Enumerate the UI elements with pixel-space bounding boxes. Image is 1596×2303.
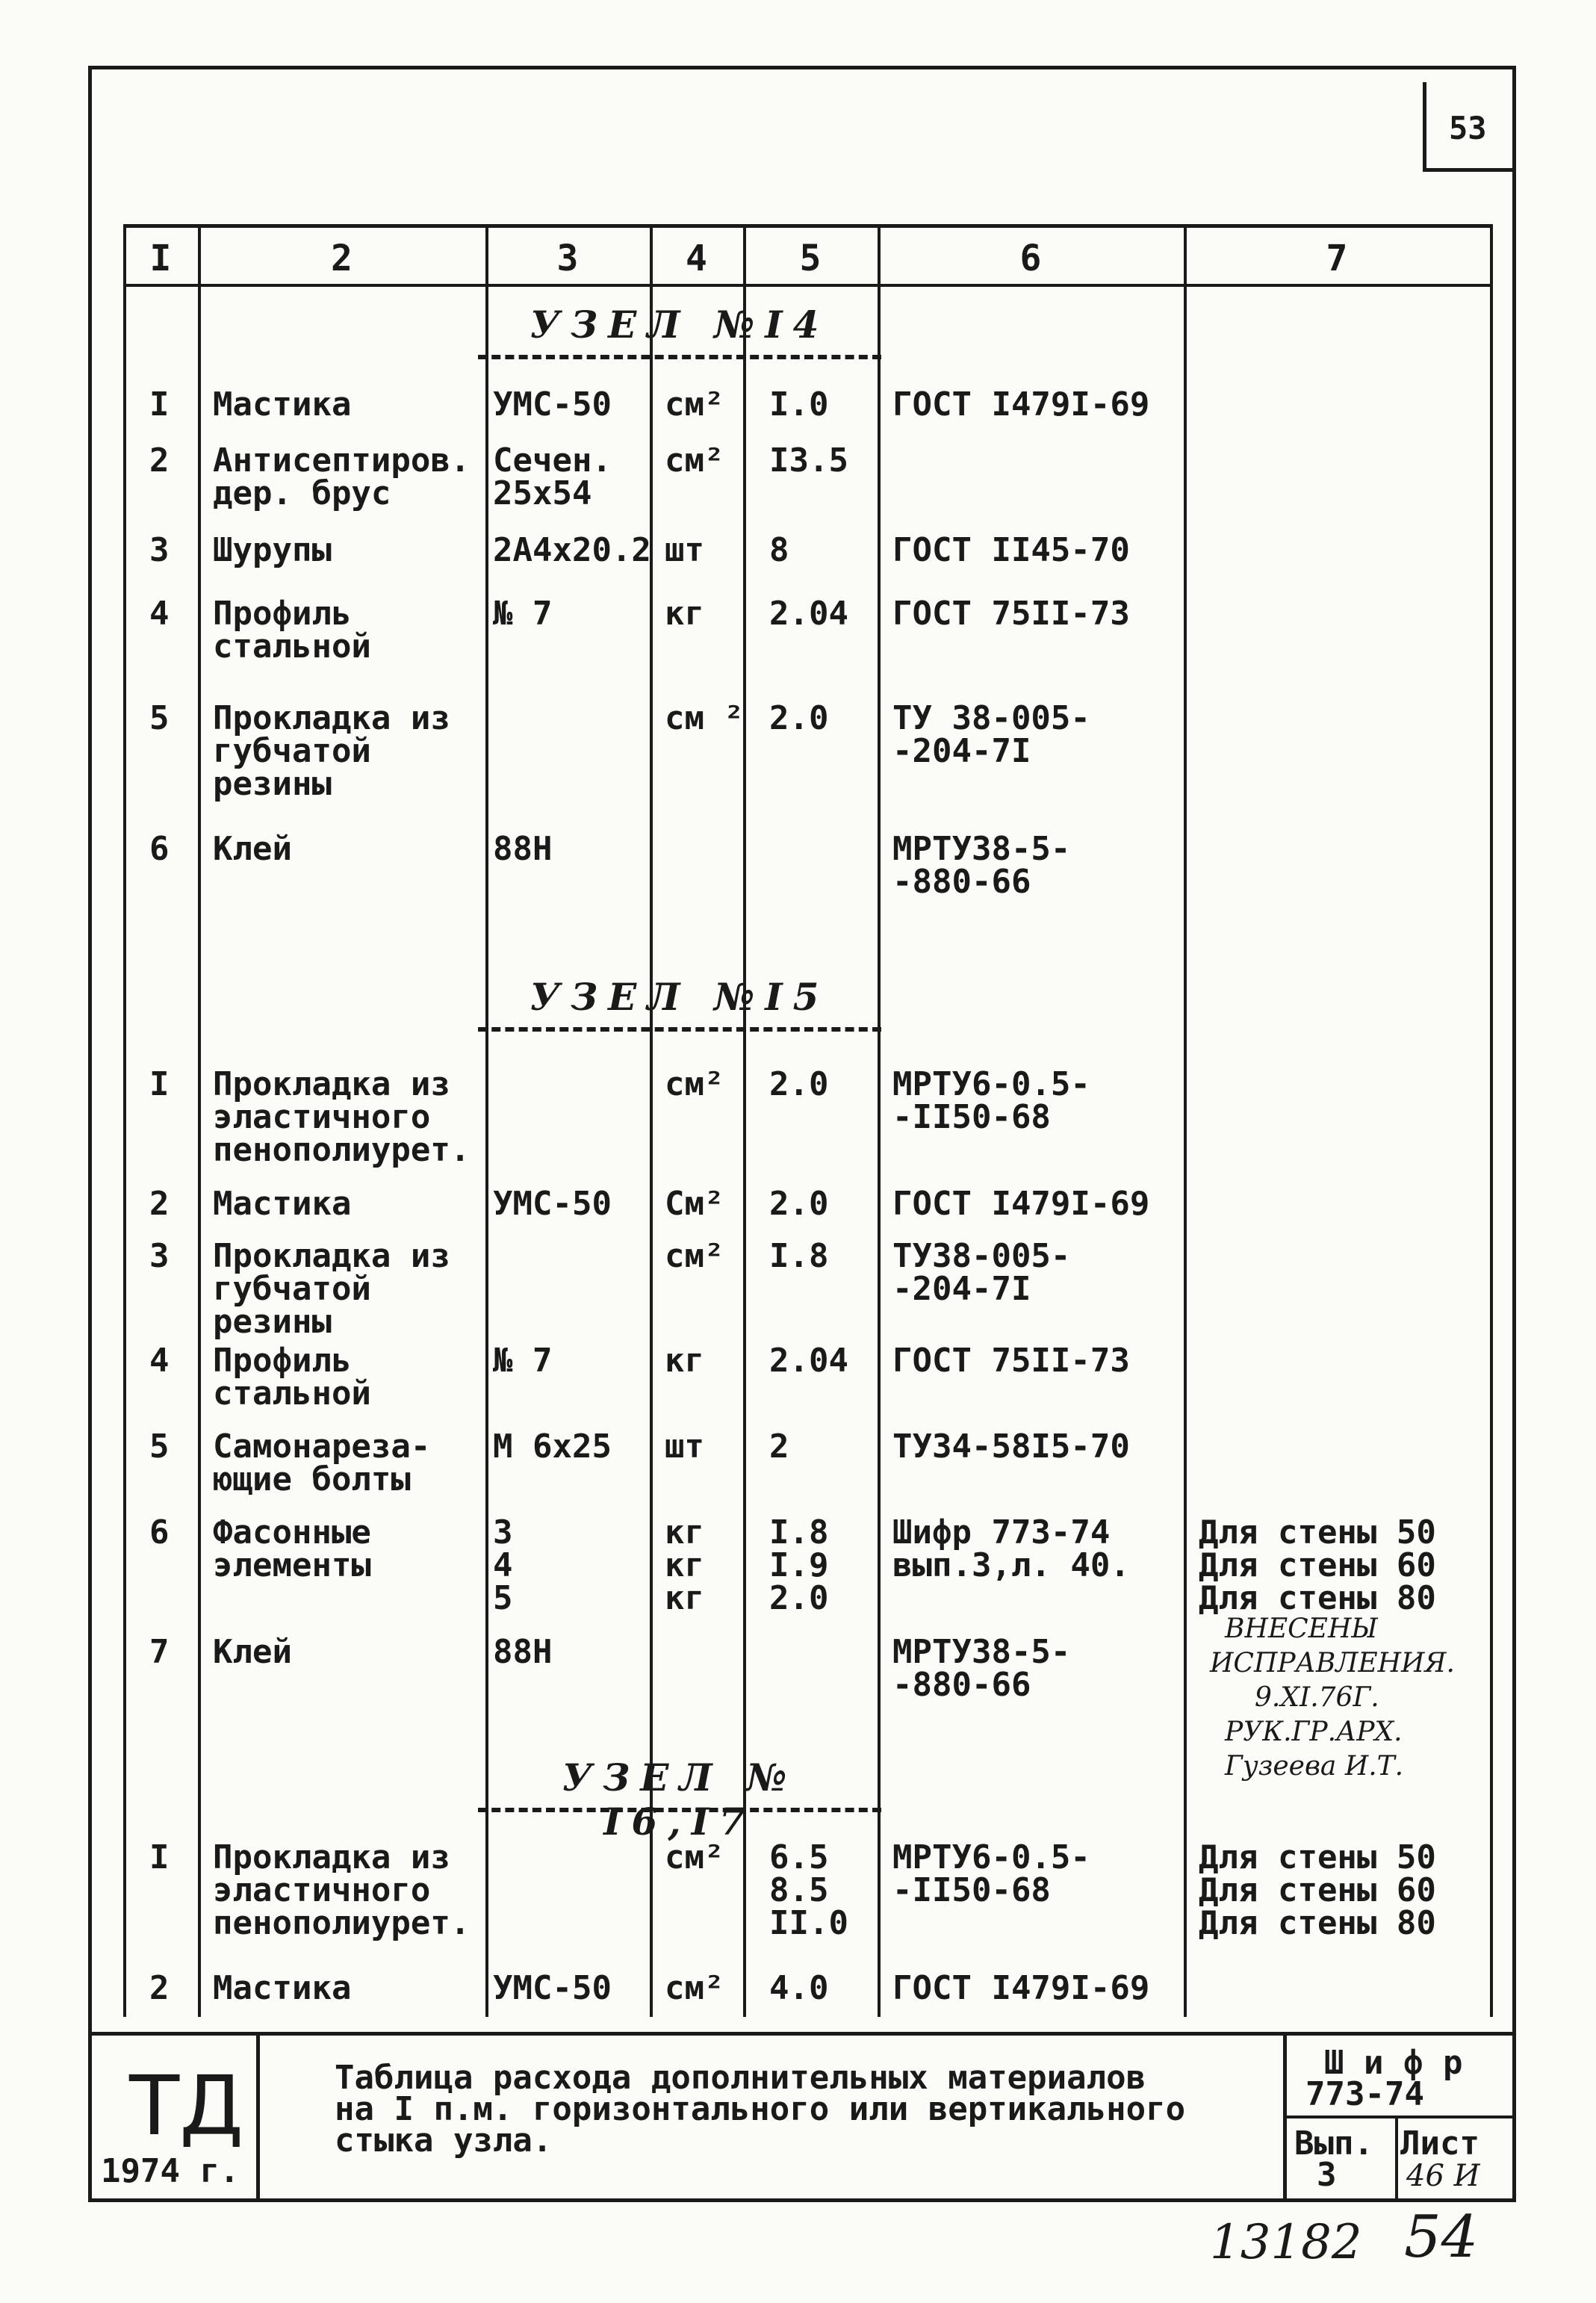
row-number: 2 [149,1185,170,1223]
row-number: 5 [149,1428,170,1466]
material-name: Мастика [213,385,352,424]
standard-doc: ГОСТ I479I-69 [892,1185,1150,1223]
quantity: I.8 [769,1513,829,1552]
material-type: № 7 [493,595,553,633]
material-type: УМС-50 [493,1185,612,1223]
quantity: I.8 [769,1237,829,1275]
page-number: 53 [1449,110,1487,146]
section-underline [478,1027,881,1032]
material-name: Самонареза- [213,1428,431,1466]
standard-doc: МРТУ38-5- [892,1633,1071,1671]
column-line [198,224,201,2017]
unit: шт [665,531,704,569]
standard-doc: Шифр 773-74 [892,1513,1111,1552]
material-type: М 6х25 [493,1428,612,1466]
quantity: 8 [769,531,789,569]
material-name: Мастика [213,1969,352,2007]
section-underline [478,355,881,359]
unit: см² [665,1838,724,1876]
footer-number-left: 13182 [1210,2215,1362,2270]
row-number: 2 [149,1969,170,2007]
material-type: 5 [493,1579,513,1617]
unit: кг [665,595,704,633]
material-name: пенополиурет. [213,1131,471,1169]
row-number: 7 [149,1633,170,1671]
handwritten-note-line: РУК.ГР.АРХ. [1225,1717,1403,1747]
row-number: I [149,385,170,424]
quantity: 2 [769,1428,789,1466]
material-name: пенополиурет. [213,1904,471,1942]
standard-doc: -880-66 [892,1666,1031,1704]
quantity: II.0 [769,1904,848,1942]
material-type: 4 [493,1546,513,1584]
row-number: I [149,1065,170,1103]
material-name: резины [213,1303,332,1341]
standard-doc: -II50-68 [892,1098,1051,1136]
material-type: 88Н [493,830,553,868]
list-value: 46 И [1406,2159,1480,2193]
table-header-line [123,284,1490,287]
section-underline [478,1808,881,1812]
year-label: 1974 г. [101,2152,240,2190]
quantity: 2.04 [769,595,848,633]
vyp-value: 3 [1317,2156,1337,2194]
shifr-value: 773-74 [1305,2075,1424,2113]
quantity: 6.5 [769,1838,829,1876]
footer-number-right: 54 [1404,2204,1479,2271]
material-type: УМС-50 [493,385,612,424]
quantity: 2.0 [769,1579,829,1617]
handwritten-correction-note [1210,1614,1509,1793]
material-name: резины [213,765,332,803]
vyp-label: Вып. [1294,2124,1373,2163]
quantity: 2.0 [769,699,829,737]
material-name: губчатой [213,732,371,770]
handwritten-note-line: Гузеева И.Т. [1225,1751,1404,1782]
note: Для стены 60 [1199,1546,1436,1584]
unit: см² [665,385,724,424]
material-type: 25х54 [493,474,592,512]
standard-doc: ТУ 38-005- [892,699,1090,737]
row-number: 3 [149,1237,170,1275]
table-top-line [123,224,1490,228]
material-name: Прокладка из [213,1237,450,1275]
row-number: 4 [149,1342,170,1380]
standard-doc: ГОСТ 75II-73 [892,595,1130,633]
unit: См² [665,1185,724,1223]
standard-doc: ГОСТ 75II-73 [892,1342,1130,1380]
unit: кг [665,1579,704,1617]
column-line [878,224,881,2017]
standard-doc: -204-7I [892,732,1031,770]
unit: см ² [665,699,744,737]
column-line [650,224,653,2017]
material-name: эластичного [213,1098,431,1136]
material-name: губчатой [213,1270,371,1308]
row-number: 6 [149,830,170,868]
column-line [123,224,126,2017]
unit: см² [665,1969,724,2007]
section-title: УЗЕЛ № I6,I7 [562,1755,798,1844]
material-type: № 7 [493,1342,553,1380]
standard-doc: ГОСТ I479I-69 [892,1969,1150,2007]
standard-doc: вып.3,л. 40. [892,1546,1130,1584]
note: Для стены 80 [1199,1904,1436,1942]
column-header-3: 3 [556,238,579,279]
material-name: дер. брус [213,474,391,512]
column-header-7: 7 [1326,238,1348,279]
column-line [485,224,488,2017]
quantity: 2.0 [769,1185,829,1223]
row-number: 3 [149,531,170,569]
quantity: 2.0 [769,1065,829,1103]
material-name: элементы [213,1546,371,1584]
unit: см² [665,1237,724,1275]
column-header-6: 6 [1019,238,1042,279]
quantity: 8.5 [769,1871,829,1909]
td-logo: ТД [129,2058,244,2154]
handwritten-note-line: ВНЕСЕНЫ [1225,1614,1378,1644]
column-header-4: 4 [686,238,707,279]
note: Для стены 80 [1199,1579,1436,1617]
material-name: Фасонные [213,1513,371,1552]
material-name: ющие болты [213,1460,411,1498]
note: Для стены 60 [1199,1871,1436,1909]
material-name: Клей [213,830,292,868]
material-name: Прокладка из [213,1838,450,1876]
unit: кг [665,1513,704,1552]
description-line-2: на I п.м. горизонтального или вертикального [335,2090,1186,2128]
row-number: 4 [149,595,170,633]
row-number: 5 [149,699,170,737]
material-name: Мастика [213,1185,352,1223]
standard-doc: ГОСТ I479I-69 [892,385,1150,424]
handwritten-note-line: ИСПРАВЛЕНИЯ. [1210,1648,1455,1679]
column-line [1184,224,1187,2017]
description-line-1: Таблица расхода дополнительных материалов [335,2059,1146,2097]
column-header-5: 5 [799,238,822,279]
standard-doc: -880-66 [892,863,1031,901]
material-name: Профиль [213,1342,352,1380]
row-number: 2 [149,441,170,480]
material-type: 2А4х20.2 [493,531,651,569]
column-header-2: 2 [331,238,353,279]
material-type: Сечен. [493,441,612,480]
material-name: стальной [213,1374,371,1413]
column-header-1: I [149,238,172,279]
standard-doc: ТУ38-005- [892,1237,1071,1275]
material-name: Профиль [213,595,352,633]
standard-doc: -II50-68 [892,1871,1051,1909]
standard-doc: МРТУ38-5- [892,830,1071,868]
material-type: 3 [493,1513,513,1552]
material-type: 88Н [493,1633,553,1671]
standard-doc: МРТУ6-0.5- [892,1065,1090,1103]
section-title: УЗЕЛ №I5 [530,975,830,1019]
note: Для стены 50 [1199,1838,1436,1876]
quantity: 2.04 [769,1342,848,1380]
material-name: Прокладка из [213,699,450,737]
unit: кг [665,1342,704,1380]
note: Для стены 50 [1199,1513,1436,1552]
standard-doc: МРТУ6-0.5- [892,1838,1090,1876]
unit: кг [665,1546,704,1584]
row-number: I [149,1838,170,1876]
title-block [92,2032,1512,2200]
quantity: I.9 [769,1546,829,1584]
material-name: Клей [213,1633,292,1671]
unit: шт [665,1428,704,1466]
material-name: Антисептиров. [213,441,471,480]
quantity: I3.5 [769,441,848,480]
material-name: Шурупы [213,531,332,569]
unit: см² [665,1065,724,1103]
row-number: 6 [149,1513,170,1552]
handwritten-note-line: 9.XI.76Г. [1255,1682,1379,1713]
standard-doc: ТУ34-58I5-70 [892,1428,1130,1466]
material-name: Прокладка из [213,1065,450,1103]
quantity: 4.0 [769,1969,829,2007]
material-name: стальной [213,627,371,666]
section-title: УЗЕЛ №I4 [530,303,830,347]
shifr-label: Ш и ф р [1324,2044,1463,2082]
column-line [743,224,746,2017]
quantity: I.0 [769,385,829,424]
description-line-3: стыка узла. [335,2121,553,2160]
standard-doc: -204-7I [892,1270,1031,1308]
list-label: Лист [1400,2124,1479,2163]
standard-doc: ГОСТ II45-70 [892,531,1130,569]
material-name: эластичного [213,1871,431,1909]
unit: см² [665,441,724,480]
material-type: УМС-50 [493,1969,612,2007]
